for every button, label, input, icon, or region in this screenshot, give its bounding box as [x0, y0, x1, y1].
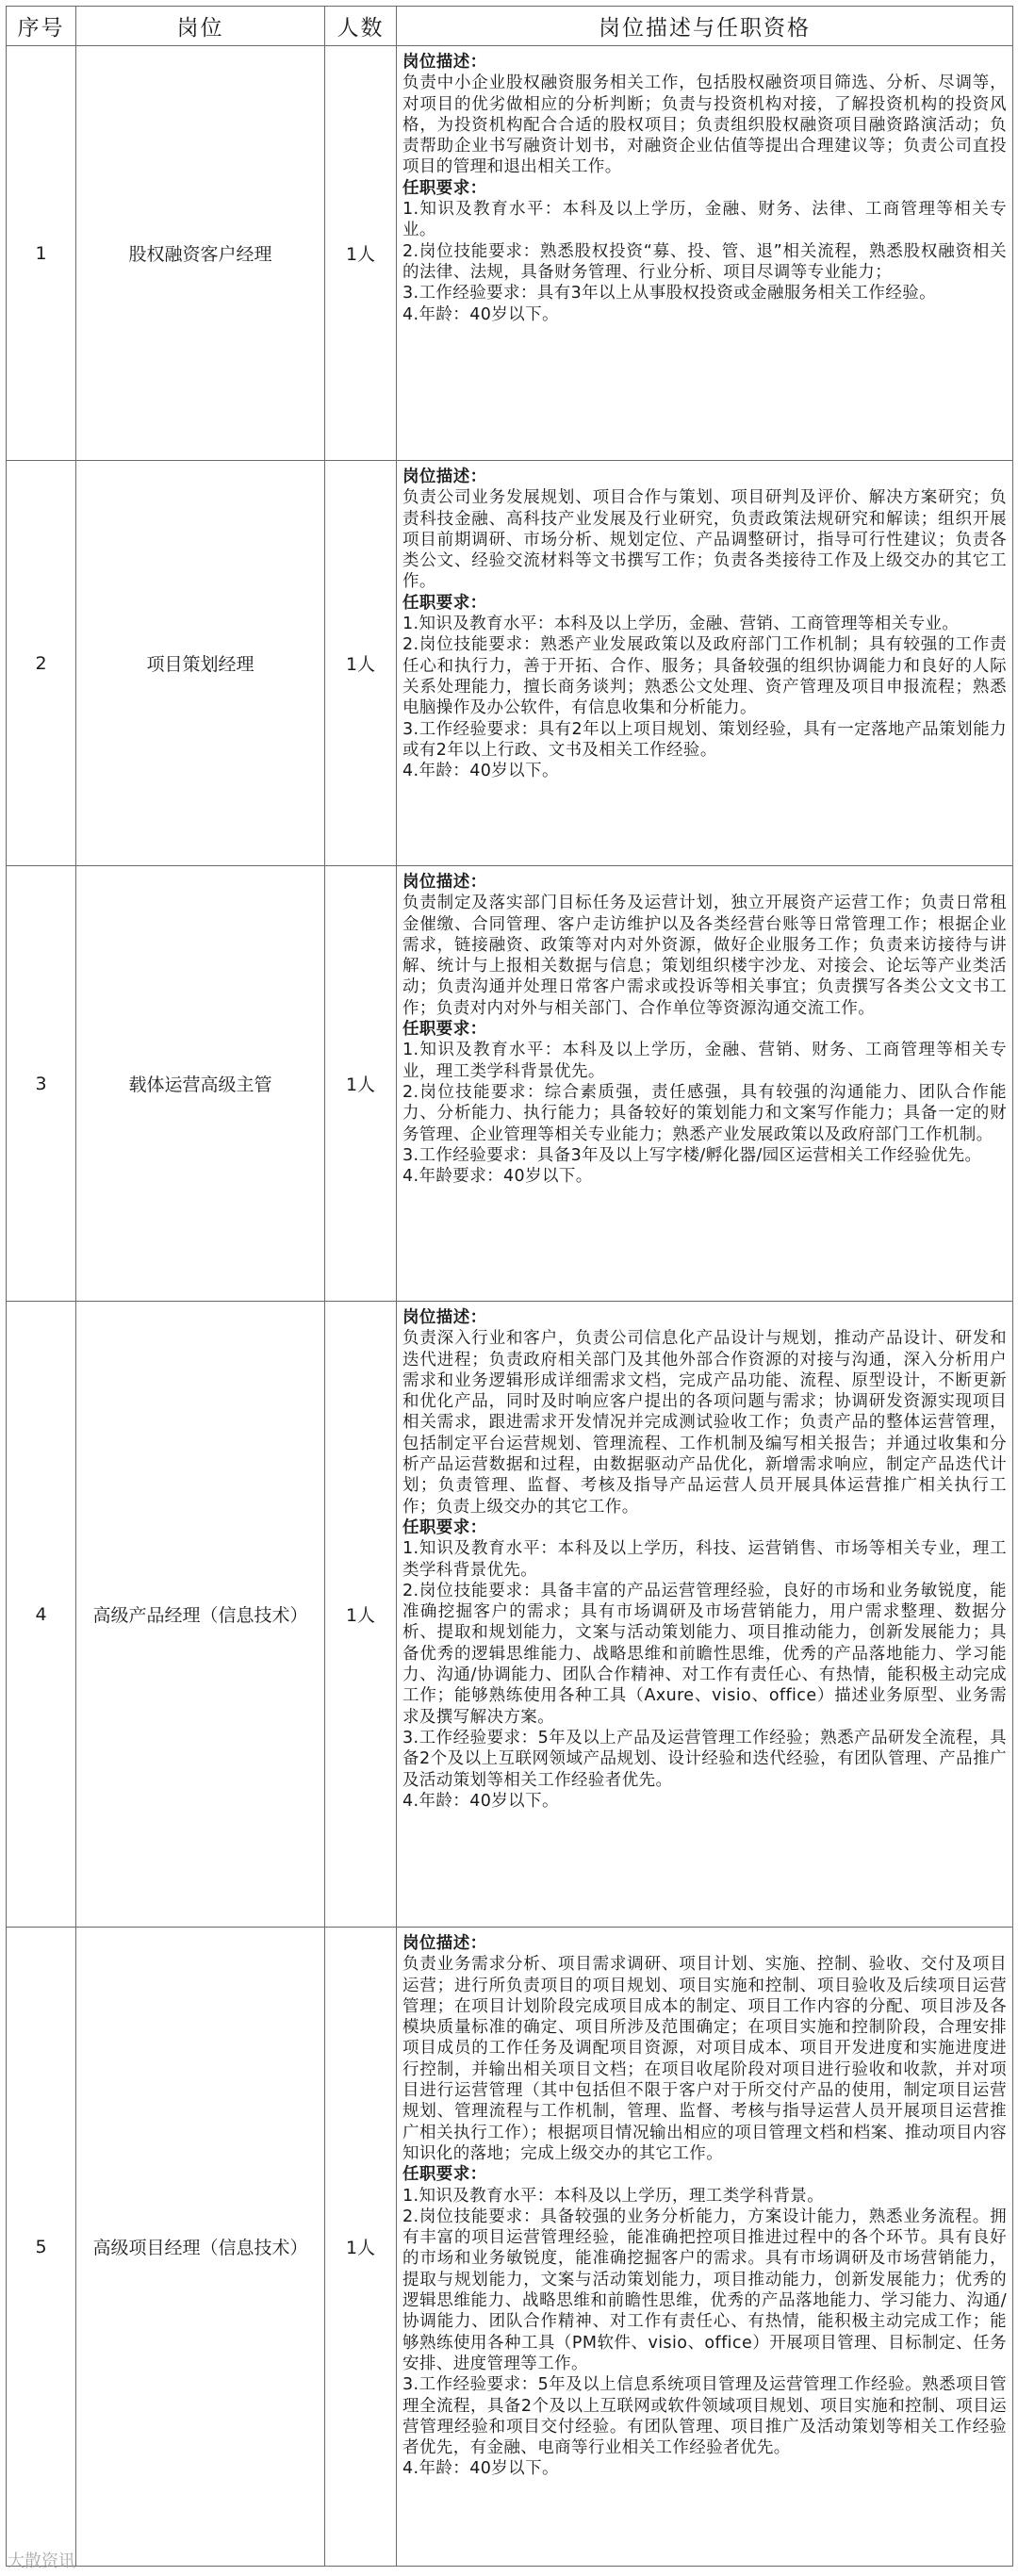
req-item: 4.年龄：40岁以下。	[402, 304, 559, 324]
req-item: 2.岗位技能要求：综合素质强，责任感强，具有较强的沟通能力、团队合作能力、分析能力、执行能力；具备较好的策划能力和文案写作能力；具备一定的财务管理、企业管理等相关专业能力；熟悉产业发展政策以及政府部门工作机制。	[402, 1082, 1007, 1144]
table-row	[7, 866, 1013, 1302]
req-title: 任职要求：	[402, 593, 487, 613]
req-item: 2.岗位技能要求：熟悉股权投资“募、投、管、退”相关流程，熟悉股权融资相关的法律、法规，具备财务管理、行业分析、项目尽调等专业能力；	[402, 241, 1007, 282]
row-number: 4	[7, 1302, 76, 1928]
desc-text: 负责深入行业和客户，负责公司信息化产品设计与规划，推动产品设计、研发和迭代进程；负责政府相关部门及其他外部合作资源的对接与沟通，深入分析用户需求和业务逻辑形成详细需求文档，完成产品功能、流程、原型设计，不断更新和优化产品，同时及时响应客户提出的各项问题与需求；协调研发资源实现项目相关需求，跟进需求开发情况并完成测试验收工作；负责产品的整体运营管理，包括制定平台运营规划、管理流程、工作机制及编写相关报告；并通过收集和分析产品运营数据和过程，由数据驱动产品优化，新增需求响应，制定产品迭代计划；负责管理、监督、考核及指导产品运营人员开展具体运营推广相关执行工作；负责上级交办的其它工作。	[402, 1329, 1007, 1517]
req-item: 4.年龄：40岁以下。	[402, 1791, 559, 1811]
req-item: 1.知识及教育水平：本科及以上学历，金融、营销、财务、工商管理等相关专业，理工类学科背景优先。	[402, 1041, 1007, 1081]
row-description	[397, 1302, 1013, 1928]
req-item: 4.年龄：40岁以下。	[402, 762, 559, 781]
req-item: 1.知识及教育水平：本科及以上学历，金融、营销、工商管理等相关专业。	[402, 615, 960, 634]
req-title: 任职要求：	[402, 2165, 487, 2185]
row-position: 载体运营高级主管	[76, 866, 325, 1302]
row-description	[397, 866, 1013, 1302]
req-item: 1.知识及教育水平：本科及以上学历，科技、运营销售、市场等相关专业，理工类学科背景优先。	[402, 1539, 1007, 1580]
req-item: 3.工作经验要求：5年及以上信息系统项目管理及运营管理工作经验。熟悉项目管理全流程，具备2个及以上互联网或软件领域项目规划、项目实施和控制、项目运营管理经验和项目交付经验。有团队管理、项目推广及活动策划等相关工作经验者优先，有金融、电商等行业相关工作经验者优先。	[402, 2375, 1007, 2458]
req-item: 4.年龄要求：40岁以下。	[402, 1167, 593, 1187]
req-item: 3.工作经验要求：5年及以上产品及运营管理工作经验；熟悉产品研发全流程，具备2个及以上互联网领域产品规划、设计经验和迭代经验，有团队管理、产品推广及活动策划等相关工作经验者优先。	[402, 1728, 1007, 1790]
row-number: 5	[7, 1928, 76, 2567]
desc-text: 负责业务需求分析、项目需求调研、项目计划、实施、控制、验收、交付及项目运营；进行所负责项目的项目规划、项目实施和控制、项目验收及后续项目运营管理；在项目计划阶段完成项目成本的制定、项目工作内容的分配、项目涉及各模块质量标准的确定、项目所涉及范围确定；在项目实施和控制阶段，合理安排项目成员的工作任务及调配项目资源，对项目成本、项目开发进度和实施进度进行控制，并输出相关项目文档；在项目收尾阶段对项目进行验收和收款，并对项目进行运营管理（其中包括但不限于客户对于所交付产品的使用，制定项目运营规划、管理流程与工作机制，管理、监督、考核与指导运营人员开展项目运营推广相关执行工作）；根据项目情况输出相应的项目管理文档和档案、推动项目内容知识化的落地；完成上级交办的其它工作。	[402, 1955, 1007, 2163]
row-description	[397, 46, 1013, 461]
table-row	[7, 461, 1013, 866]
row-number: 3	[7, 866, 76, 1302]
row-position: 高级产品经理（信息技术）	[76, 1302, 325, 1928]
table-row	[7, 46, 1013, 461]
row-description	[397, 461, 1013, 866]
req-item: 2.岗位技能要求：熟悉产业发展政策以及政府部门工作机制；具有较强的工作责任心和执行力，善于开拓、合作、服务；具备较强的组织协调能力和良好的人际关系处理能力，擅长商务谈判；熟悉公文处理、资产管理及项目申报流程；熟悉电脑操作及办公软件，有信息收集和分析能力。	[402, 635, 1007, 718]
row-count: 1人	[325, 46, 397, 461]
row-position: 股权融资客户经理	[76, 46, 325, 461]
req-title: 任职要求：	[402, 1518, 487, 1537]
row-number: 2	[7, 461, 76, 866]
req-item: 1.知识及教育水平：本科及以上学历，金融、财务、法律、工商管理等相关专业。	[402, 200, 1007, 240]
req-title: 任职要求：	[402, 178, 487, 198]
job-table	[6, 6, 1013, 2567]
desc-title: 岗位描述：	[402, 1934, 487, 1953]
req-item: 1.知识及教育水平：本科及以上学历，理工类学科背景。	[402, 2186, 825, 2206]
table-header-row	[7, 7, 1013, 46]
header-count: 人数	[325, 7, 397, 46]
row-description	[397, 1928, 1013, 2567]
req-item: 2.岗位技能要求：具备较强的业务分析能力，方案设计能力，熟悉业务流程。拥有丰富的项目运营管理经验，能准确把控项目推进过程中的各个环节。具有良好的市场和业务敏锐度，能准确挖掘客户的需求。具有市场调研及市场营销能力，提取与规划能力，文案与活动策划能力，项目推动能力，创新发展能力；优秀的逻辑思维能力、战略思维和前瞻性思维，优秀的产品落地能力、学习能力、沟通/协调能力、团队合作精神、对工作有责任心、有热情，能积极主动完成工作；能够熟练使用各种工具（PM软件、visio、office）开展项目管理、目标制定、任务安排、进度管理等工作。	[402, 2207, 1007, 2373]
table-row	[7, 1302, 1013, 1928]
row-position: 高级项目经理（信息技术）	[76, 1928, 325, 2567]
desc-title: 岗位描述：	[402, 873, 487, 892]
watermark: 大散资讯	[8, 2551, 75, 2571]
header-number: 序号	[7, 7, 76, 46]
row-count: 1人	[325, 866, 397, 1302]
row-number: 1	[7, 46, 76, 461]
req-item: 4.年龄：40岁以下。	[402, 2459, 559, 2479]
desc-text: 负责制定及落实部门目标任务及运营计划，独立开展资产运营工作；负责日常租金催缴、合同管理、客户走访维护以及各类经营台账等日常管理工作；根据企业需求，链接融资、政策等对内对外资源，做好企业服务工作；负责来访接待与讲解、统计与上报相关数据与信息；策划组织楼宇沙龙、对接会、论坛等产业类活动；负责沟通并处理日常客户需求或投诉等相关事宜；负责撰写各类公文文书工作；负责对内对外与相关部门、合作单位等资源沟通交流工作。	[402, 894, 1007, 1018]
desc-title: 岗位描述：	[402, 1308, 487, 1327]
desc-text: 负责公司业务发展规划、项目合作与策划、项目研判及评价、解决方案研究；负责科技金融、高科技产业发展及行业研究，负责政策法规研究和解读；组织开展项目前期调研、市场分析、规划定位、产品调整研讨，指导可行性建议；负责各类公文、经验交流材料等文书撰写工作；负责各类接待工作及上级交办的其它工作。	[402, 488, 1007, 592]
req-item: 3.工作经验要求：具有3年以上从事股权投资或金融服务相关工作经验。	[402, 284, 937, 304]
row-count: 1人	[325, 1302, 397, 1928]
req-item: 3.工作经验要求：具有2年以上项目规划、策划经验，具有一定落地产品策划能力或有2年以上行政、文书及相关工作经验。	[402, 719, 1007, 760]
row-count: 1人	[325, 1928, 397, 2567]
req-title: 任职要求：	[402, 1020, 487, 1040]
row-count: 1人	[325, 461, 397, 866]
table-row	[7, 1928, 1013, 2567]
header-position: 岗位	[76, 7, 325, 46]
desc-title: 岗位描述：	[402, 53, 487, 72]
header-description: 岗位描述与任职资格	[397, 7, 1013, 46]
desc-text: 负责中小企业股权融资服务相关工作，包括股权融资项目筛选、分析、尽调等，对项目的优劣做相应的分析判断；负责与投资机构对接，了解投资机构的投资风格，为投资机构配合合适的股权项目；负责组织股权融资项目融资路演活动；负责帮助企业书写融资计划书，对融资企业估值等提出合理建议等；负责公司直投项目的管理和退出相关工作。	[402, 74, 1007, 177]
req-item: 3.工作经验要求：具备3年及以上写字楼/孵化器/园区运营相关工作经验优先。	[402, 1145, 982, 1165]
desc-title: 岗位描述：	[402, 468, 487, 486]
req-item: 2.岗位技能要求：具备丰富的产品运营管理经验，良好的市场和业务敏锐度，能准确挖掘客户的需求；具有市场调研及市场营销能力，用户需求整理、数据分析、提取和规划能力，文案与活动策划能力、项目推动能力，创新发展能力；具备优秀的逻辑思维能力、战略思维和前瞻性思维，优秀的产品落地能力、学习能力、沟通/协调能力、团队合作精神、对工作有责任心、有热情，能积极主动完成工作；能够熟练使用各种工具（Axure、visio、office）描述业务原型、业务需求及撰写解决方案。	[402, 1581, 1007, 1727]
row-position: 项目策划经理	[76, 461, 325, 866]
